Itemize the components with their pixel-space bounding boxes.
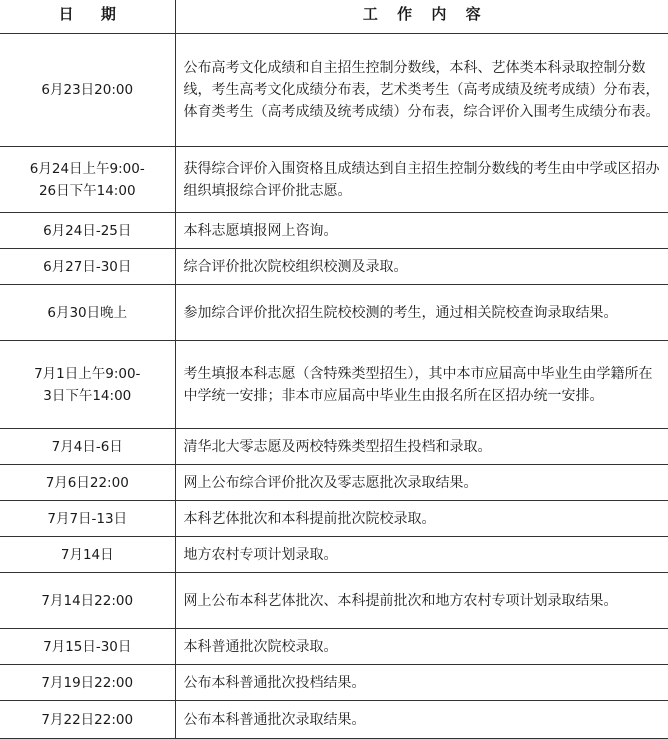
row-date-line: 7月4日-6日	[51, 438, 123, 455]
row-date-line: 7月6日22:00	[45, 474, 129, 491]
row-date	[0, 34, 175, 147]
row-date	[0, 701, 175, 739]
table-row	[0, 213, 668, 249]
row-date-line: 7月22日22:00	[41, 711, 134, 728]
row-date-line: 26日下午14:00	[38, 182, 136, 199]
row-date-line: 7月14日	[60, 546, 114, 563]
row-date-line: 7月19日22:00	[41, 674, 134, 691]
row-date-line: 6月24日-25日	[43, 222, 132, 239]
row-task: 公布本科普通批次投档结果。	[175, 665, 668, 701]
row-task: 参加综合评价批次招生院校校测的考生，通过相关院校查询录取结果。	[175, 285, 668, 341]
row-date-line: 6月23日20:00	[41, 82, 134, 98]
table-row	[0, 629, 668, 665]
row-date-line: 7月14日22:00	[41, 592, 134, 609]
table-header-row	[0, 0, 668, 34]
row-date	[0, 249, 175, 285]
row-task: 网上公布综合评价批次及零志愿批次录取结果。	[175, 465, 668, 501]
row-task: 公布本科普通批次录取结果。	[175, 701, 668, 739]
table-row	[0, 465, 668, 501]
row-task: 本科志愿填报网上咨询。	[175, 213, 668, 249]
row-task: 清华北大零志愿及两校特殊类型招生投档和录取。	[175, 429, 668, 465]
row-date-line: 6月30日晚上	[47, 304, 128, 321]
table-row	[0, 34, 668, 147]
table-row	[0, 285, 668, 341]
task-column-header: 工 作 内 容	[175, 0, 668, 34]
row-date	[0, 429, 175, 465]
row-date-line: 6月24日上午9:00-	[29, 160, 145, 177]
row-date	[0, 147, 175, 213]
row-task: 综合评价批次院校组织校测及录取。	[175, 249, 668, 285]
table-row	[0, 665, 668, 701]
row-date-line: 7月7日-13日	[47, 510, 128, 527]
table-row	[0, 573, 668, 629]
row-task: 地方农村专项计划录取。	[175, 537, 668, 573]
row-task: 本科艺体批次和本科提前批次院校录取。	[175, 501, 668, 537]
row-date	[0, 341, 175, 429]
table-row	[0, 537, 668, 573]
table-row	[0, 429, 668, 465]
schedule-body	[0, 34, 668, 739]
row-date	[0, 665, 175, 701]
row-date-line: 7月1日上午9:00-	[34, 365, 141, 382]
row-date	[0, 285, 175, 341]
row-task: 公布高考文化成绩和自主招生控制分数线，本科、艺体类本科录取控制分数线，考生高考文化成绩分布表，艺术类考生（高考成绩及统考成绩）分布表，体育类考生（高考成绩及统考成绩）分布表，综合评价入围考生成绩分布表。	[175, 34, 668, 147]
row-date	[0, 501, 175, 537]
table-row	[0, 249, 668, 285]
row-date	[0, 213, 175, 249]
table-row	[0, 701, 668, 739]
row-date	[0, 573, 175, 629]
row-date	[0, 465, 175, 501]
table-row	[0, 341, 668, 429]
row-task: 考生填报本科志愿（含特殊类型招生），其中本市应届高中毕业生由学籍所在中学统一安排；非本市应届高中毕业生由报名所在区招办统一安排。	[175, 341, 668, 429]
row-date	[0, 629, 175, 665]
row-date-line: 7月15日-30日	[43, 638, 132, 655]
row-task: 网上公布本科艺体批次、本科提前批次和地方农村专项计划录取结果。	[175, 573, 668, 629]
row-date-line: 3日下午14:00	[43, 387, 132, 404]
row-task: 本科普通批次院校录取。	[175, 629, 668, 665]
row-date-line: 6月27日-30日	[43, 258, 132, 275]
table-row	[0, 147, 668, 213]
row-date	[0, 537, 175, 573]
date-column-header: 日 期	[0, 0, 175, 34]
table-row	[0, 501, 668, 537]
row-task: 获得综合评价入围资格且成绩达到自主招生控制分数线的考生由中学或区招办组织填报综合评价批志愿。	[175, 147, 668, 213]
